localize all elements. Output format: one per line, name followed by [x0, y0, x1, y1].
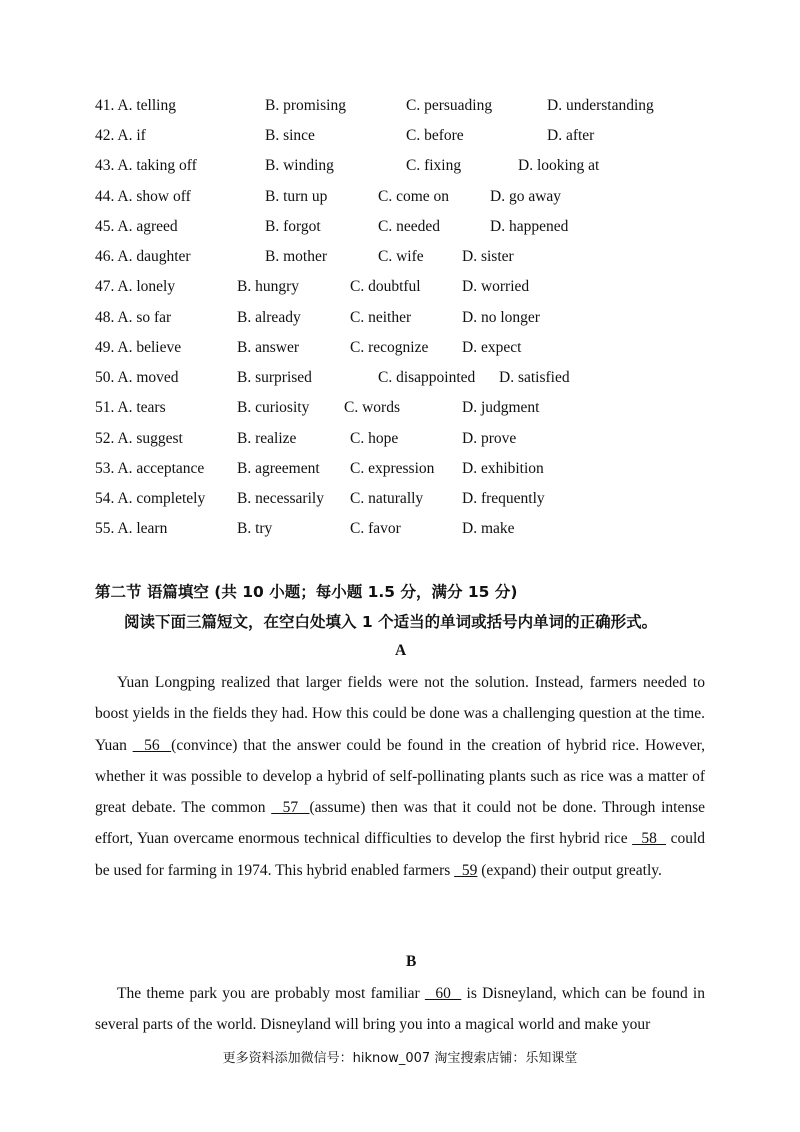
question-row-51 — [0, 397, 800, 419]
section-title: 第二节 语篇填空 (共 10 小题；每小题 1.5 分，满分 15 分) — [95, 583, 518, 601]
question-row-42 — [0, 125, 800, 147]
option-c: C. come on — [378, 188, 450, 205]
option-c: C. disappointed — [378, 369, 476, 386]
option-d: D. looking at — [518, 157, 600, 174]
passage-b — [95, 978, 705, 1041]
option-c: C. fixing — [406, 157, 462, 174]
question-row-52 — [0, 428, 800, 450]
passage-text: The theme park you are probably most familiar — [117, 985, 425, 1002]
option-c: C. before — [406, 127, 464, 144]
option-d: D. frequently — [462, 490, 545, 507]
option-d: D. expect — [462, 339, 522, 356]
option-c: C. doubtful — [350, 278, 421, 295]
option-a: 53. A. acceptance — [95, 460, 205, 477]
option-b: B. realize — [237, 430, 297, 447]
option-c: C. naturally — [350, 490, 424, 507]
blank-58: 58 — [632, 830, 666, 848]
option-c: C. words — [344, 399, 400, 416]
option-b: B. since — [265, 127, 315, 144]
passage-text: (assume) then was that it could not be done. Through intense effort, Yuan overcame enormous technical difficulties to develop the first hybrid rice — [95, 799, 705, 848]
question-row-55 — [0, 518, 800, 540]
option-a: 51. A. tears — [95, 399, 166, 416]
option-d: D. happened — [490, 218, 569, 235]
option-d: D. satisfied — [499, 369, 570, 386]
option-d: D. exhibition — [462, 460, 544, 477]
blank-57: 57 — [271, 799, 310, 817]
question-row-50 — [0, 367, 800, 389]
passage-text: (expand) their output greatly. — [477, 861, 662, 879]
section-instruction: 阅读下面三篇短文，在空白处填入 1 个适当的单词或括号内单词的正确形式。 — [124, 613, 658, 631]
question-row-41 — [0, 95, 800, 117]
option-a: 42. A. if — [95, 127, 146, 144]
question-row-44 — [0, 186, 800, 208]
option-a: 52. A. suggest — [95, 430, 183, 447]
blank-60: 60 — [424, 985, 462, 1002]
question-row-45 — [0, 216, 800, 238]
option-b: B. try — [237, 520, 273, 537]
option-c: C. neither — [350, 309, 412, 326]
blank-56: 56 — [132, 736, 172, 754]
passage-text: could be used for farming in 1974. This hybrid enabled farmers — [95, 830, 706, 879]
option-a: 47. A. lonely — [95, 278, 176, 295]
option-a: 41. A. telling — [95, 97, 176, 114]
option-d: D. make — [462, 520, 515, 537]
passage-text: (convince) that the answer could be found in the creation of hybrid rice. However, whether it was possible to develop a hybrid of self-pollinating plants such as rice was a matter of great debate. The common — [95, 736, 706, 817]
option-c: C. needed — [378, 218, 440, 235]
option-c: C. favor — [350, 520, 401, 537]
option-a: 49. A. believe — [95, 339, 182, 356]
option-b: B. surprised — [237, 369, 312, 386]
option-b: B. turn up — [265, 188, 328, 205]
option-d: D. judgment — [462, 399, 540, 416]
question-row-48 — [0, 307, 800, 329]
question-row-43 — [0, 155, 800, 177]
question-row-46 — [0, 246, 800, 268]
question-row-49 — [0, 337, 800, 359]
footer-note: 更多资料添加微信号：hiknow_007 淘宝搜索店铺：乐知课堂 — [222, 1051, 578, 1066]
option-a: 55. A. learn — [95, 520, 168, 537]
option-a: 48. A. so far — [95, 309, 172, 326]
option-c: C. recognize — [350, 339, 429, 356]
question-row-47 — [0, 276, 800, 298]
option-a: 50. A. moved — [95, 369, 179, 386]
option-b: B. hungry — [237, 278, 299, 295]
passage-text: is Disneyland, which can be found in several parts of the world. Disneyland will bring you into a magical world and make your — [95, 985, 705, 1034]
option-a: 54. A. completely — [95, 490, 206, 507]
option-b: B. forgot — [265, 218, 321, 235]
option-a: 44. A. show off — [95, 188, 191, 205]
passage-text: Yuan Longping realized that larger fields were not the solution. Instead, farmers needed to boost yields in the fields they had. How this could be done was a challenging question at the time. Yuan — [95, 674, 705, 754]
option-d: D. after — [547, 127, 595, 144]
option-b: B. winding — [265, 157, 334, 174]
question-row-53 — [0, 458, 800, 480]
option-a: 43. A. taking off — [95, 157, 197, 174]
option-c: C. wife — [378, 248, 424, 265]
option-b: B. curiosity — [237, 399, 310, 416]
passage-a-label: A — [395, 642, 407, 659]
option-b: B. promising — [265, 97, 346, 114]
option-b: B. mother — [265, 248, 327, 265]
option-d: D. go away — [490, 188, 562, 205]
option-b: B. agreement — [237, 460, 320, 477]
option-d: D. sister — [462, 248, 514, 265]
passage-b-label: B — [406, 953, 417, 970]
option-d: D. no longer — [462, 309, 540, 326]
option-c: C. expression — [350, 460, 435, 477]
question-row-54 — [0, 488, 800, 510]
option-b: B. answer — [237, 339, 299, 356]
option-a: 46. A. daughter — [95, 248, 191, 265]
option-b: B. necessarily — [237, 490, 324, 507]
option-a: 45. A. agreed — [95, 218, 178, 235]
option-c: C. hope — [350, 430, 399, 447]
option-d: D. understanding — [547, 97, 654, 114]
option-b: B. already — [237, 309, 301, 326]
option-d: D. prove — [462, 430, 517, 447]
passage-a — [95, 667, 705, 886]
option-d: D. worried — [462, 278, 530, 295]
option-c: C. persuading — [406, 97, 493, 114]
blank-59: 59 — [454, 861, 478, 879]
